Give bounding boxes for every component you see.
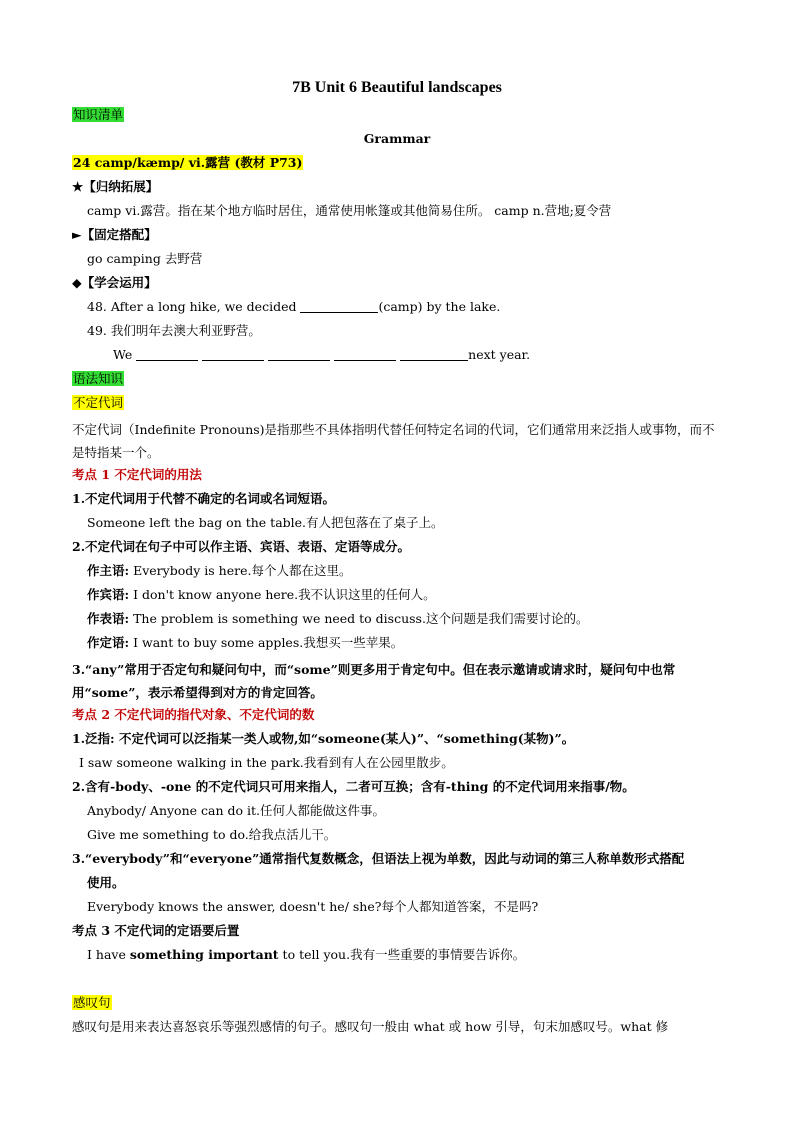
point-1-rule-1: 1.不定代词用于代替不确定的名词或名词短语。: [72, 491, 336, 506]
answer-blank: [136, 347, 198, 361]
triangle-pointer-icon: ►: [72, 227, 82, 242]
answer-blank: [268, 347, 330, 361]
point-3-example: [87, 946, 724, 963]
exclamation-heading-label: 感叹句: [73, 995, 111, 1010]
page-title: 7B Unit 6 Beautiful landscapes: [292, 79, 502, 96]
point-3-heading: 考点 3 不定代词的定语要后置: [72, 923, 240, 938]
point-2-example-3: Everybody knows the answer, doesn't he/ she?每个人都知道答案，不是吗?: [87, 899, 539, 914]
answer-blank: [202, 347, 264, 361]
star-icon: ★: [72, 179, 84, 194]
grammar-tag: [72, 370, 724, 387]
point-1-rule-3: 3.“any”常用于否定句和疑问句中，而“some”则更多用于肯定句中。但在表示邀请或请求时，疑问句中也常用“some”，表示希望得到对方的肯定回答。: [72, 662, 676, 700]
point-2-heading: 考点 2 不定代词的指代对象、不定代词的数: [72, 707, 315, 722]
role-object-text: I don't know anyone here.我不认识这里的任何人。: [129, 587, 436, 602]
question-49-suffix: next year.: [468, 347, 531, 362]
section-collocation: [72, 226, 724, 243]
section-practice-label: 【学会运用】: [81, 275, 157, 290]
diamond-icon: ◆: [72, 275, 82, 290]
point-3-example-end: to tell you.我有一些重要的事情要告诉你。: [278, 947, 526, 962]
entry-heading-label: 24 camp/kæmp/ vi.露营 (教材 P73): [73, 155, 303, 170]
point-2-rule-1: 1.泛指: 不定代词可以泛指某一类人或物,如“someone(某人)”、“something(某物)”。: [72, 731, 575, 746]
question-48-suffix: (camp) by the lake.: [378, 299, 501, 314]
role-attributive-label: 作定语:: [87, 635, 130, 650]
point-3-example-emphasis: something important: [129, 947, 279, 962]
grammar-tag-label: 语法知识: [73, 371, 124, 386]
section-expand-text: camp vi.露营。指在某个地方临时居住，通常使用帐篷或其他简易住所。 camp n.营地;夏令营: [87, 203, 612, 218]
indef-heading: [72, 394, 724, 411]
answer-blank: [334, 347, 396, 361]
section-expand-label: 【归纳拓展】: [83, 179, 159, 194]
answer-blank: [400, 347, 468, 361]
exclamation-heading: [72, 994, 724, 1011]
grammar-heading: Grammar: [363, 131, 431, 146]
section-collocation-label: 【固定搭配】: [81, 227, 157, 242]
question-49-answer: [113, 346, 724, 363]
question-48: [87, 298, 724, 315]
answer-blank: [300, 299, 378, 313]
checklist-tag-label: 知识清单: [73, 107, 124, 122]
point-1-example-1: Someone left the bag on the table.有人把包落在了桌子上。: [87, 515, 444, 530]
exclamation-text: 感叹句是用来表达喜怒哀乐等强烈感情的句子。感叹句一般由 what 或 how 引导，句末加感叹号。what 修: [72, 1019, 669, 1034]
role-predicative-example: [87, 610, 724, 627]
indef-heading-label: 不定代词: [73, 395, 124, 410]
checklist-tag: [72, 106, 724, 123]
point-1-rule-2: 2.不定代词在句子中可以作主语、宾语、表语、定语等成分。: [72, 539, 411, 554]
role-attributive-text: I want to buy some apples.我想买一些苹果。: [129, 635, 404, 650]
indef-intro: 不定代词（Indefinite Pronouns)是指那些不具体指明代替任何特定名词的代词，它们通常用来泛指人或事物，而不是特指某一个。: [72, 422, 715, 460]
point-2-rule-2: 2.含有-body、-one 的不定代词只可用来指人，二者可互换；含有-thing 的不定代词用来指事/物。: [72, 779, 635, 794]
point-3-example-start: I have: [87, 947, 130, 962]
question-49: 49. 我们明年去澳大利亚野营。: [87, 323, 261, 338]
point-2-rule-3-cont: 使用。: [87, 875, 125, 890]
role-object-label: 作宾语:: [87, 587, 130, 602]
question-48-text: 48. After a long hike, we decided: [87, 299, 301, 314]
role-subject-example: [87, 562, 724, 579]
point-2-example-2a: Anybody/ Anyone can do it.任何人都能做这件事。: [87, 803, 385, 818]
point-2-example-2b: Give me something to do.给我点活儿干。: [87, 827, 337, 842]
role-attributive-example: [87, 634, 724, 651]
section-practice: [72, 274, 724, 291]
role-subject-text: Everybody is here.每个人都在这里。: [129, 563, 352, 578]
section-collocation-text: go camping 去野营: [87, 251, 203, 266]
role-object-example: [87, 586, 724, 603]
point-2-example-1: I saw someone walking in the park.我看到有人在公园里散步。: [79, 755, 454, 770]
role-predicative-label: 作表语:: [87, 611, 130, 626]
section-expand: [72, 178, 724, 195]
role-predicative-text: The problem is something we need to discuss.这个问题是我们需要讨论的。: [129, 611, 589, 626]
role-subject-label: 作主语:: [87, 563, 130, 578]
point-1-heading: 考点 1 不定代词的用法: [72, 467, 202, 482]
question-49-we: We: [113, 347, 137, 362]
point-2-rule-3: 3.“everybody”和“everyone”通常指代复数概念，但语法上视为单数，因此与动词的第三人称单数形式搭配: [72, 851, 685, 866]
entry-heading: [72, 154, 724, 171]
